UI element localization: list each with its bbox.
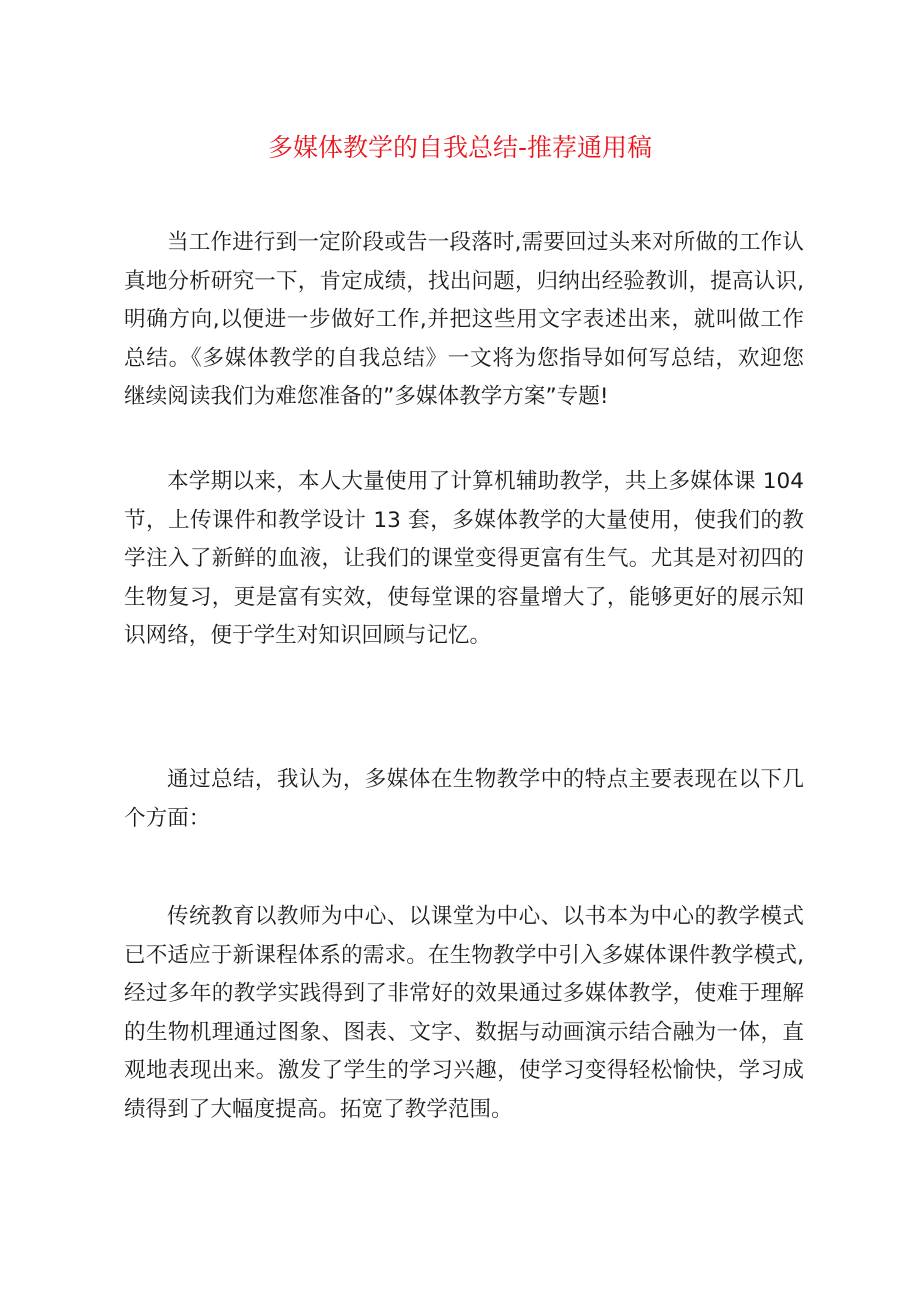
document-title: 多媒体教学的自我总结-推荐通用稿 [267, 133, 653, 162]
paragraph-features-intro: 通过总结，我认为，多媒体在生物教学中的特点主要表现在以下几个方面： [124, 767, 804, 831]
paragraph-traditional-education: 传统教育以教师为中心、以课堂为中心、以书本为中心的教学模式已不适应于新课程体系的需求。在生物教学中引入多媒体课件教学模式,经过多年的教学实践得到了非常好的效果通过多媒体教学，使难于理解的生物机理通过图象、图表、文字、数据与动画演示结合融为一体，直观地表现出来。激发了学生的学习兴趣，使学习变得轻松愉快，学习成绩得到了大幅度提高。拓宽了教学范围。 [124, 904, 804, 1122]
paragraph-intro: 当工作进行到一定阶段或告一段落时,需要回过头来对所做的工作认真地分析研究一下，肯定成绩，找出问题，归纳出经验教训，提高认识,明确方向,以便进一步做好工作,并把这些用文字表述出来，就叫做工作总结。《多媒体教学的自我总结》一文将为您指导如何写总结，欢迎您继续阅读我们为难您准备的”多媒体教学方案”专题! [124, 230, 804, 410]
paragraph-semester-summary: 本学期以来，本人大量使用了计算机辅助教学，共上多媒体课 104 节，上传课件和教学设计 13 套，多媒体教学的大量使用，使我们的教学注入了新鲜的血液，让我们的课堂变得更富有生气。尤其是对初四的生物复习，更是富有实效，使每堂课的容量增大了，能够更好的展示知识网络，便于学生对知识回顾与记忆。 [124, 469, 804, 649]
